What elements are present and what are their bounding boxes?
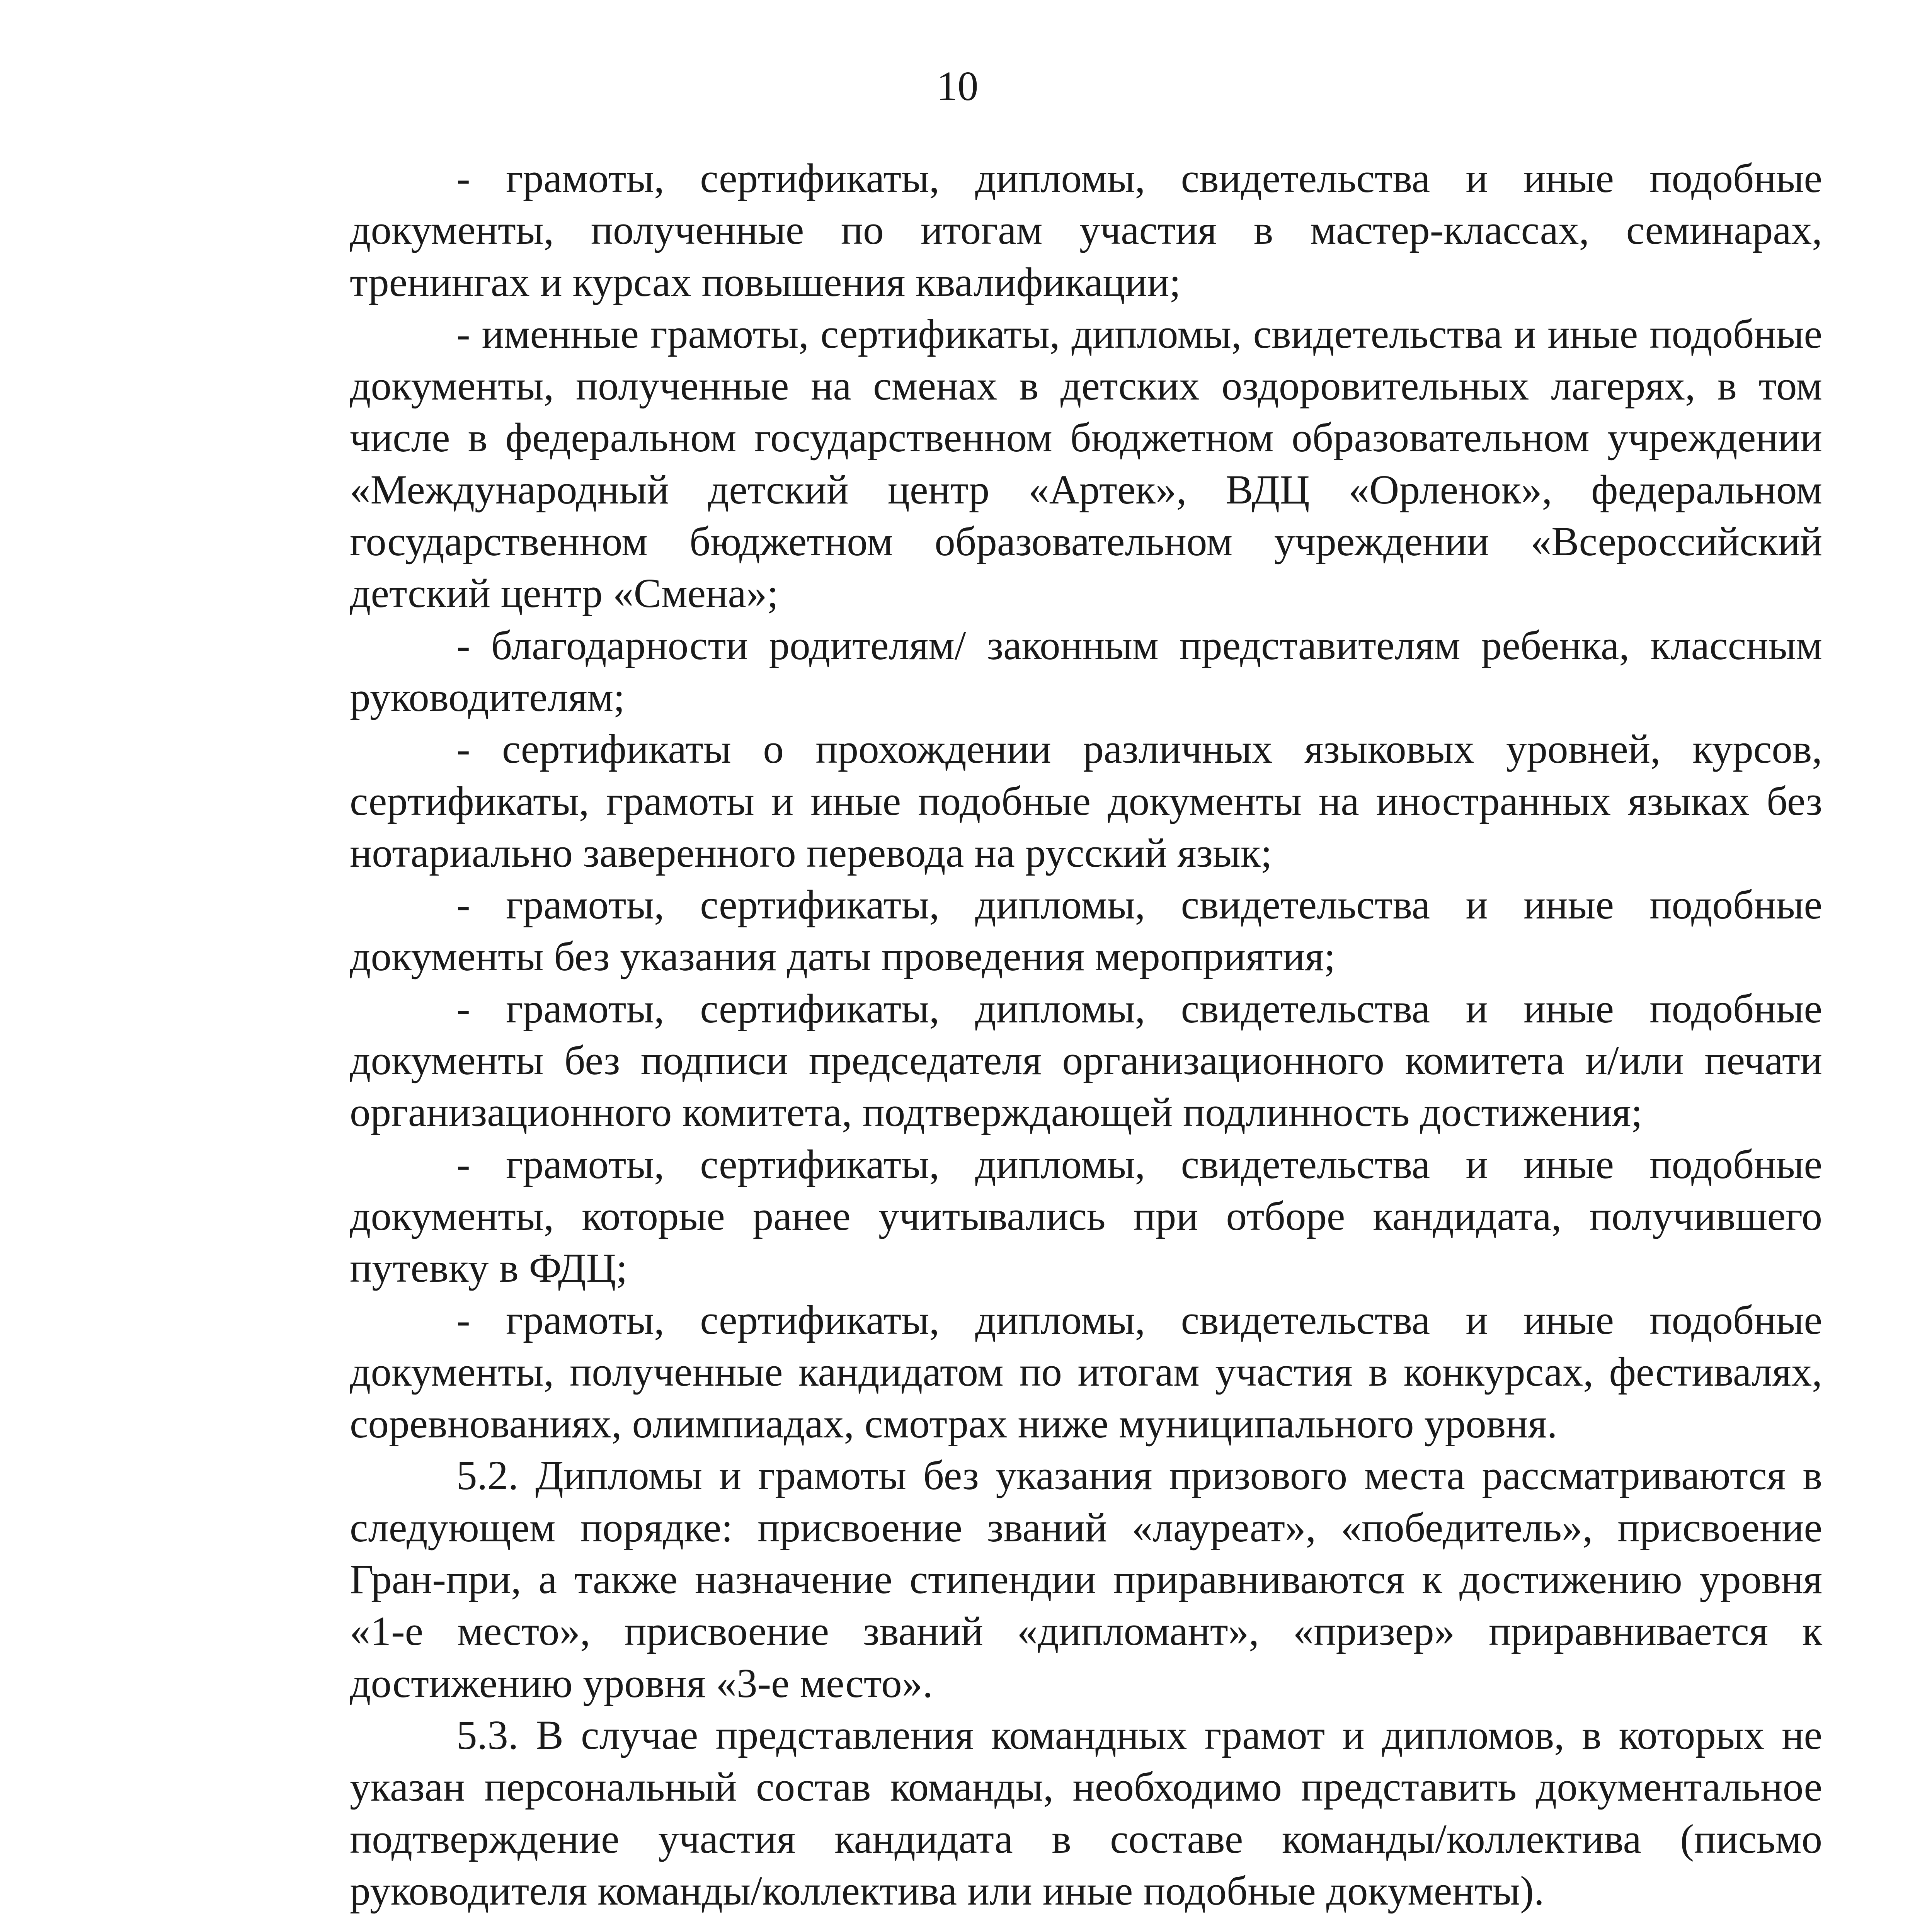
list-item: - грамоты, сертификаты, дипломы, свидетельства и иные подобные документы, которые ранее учитывались при отборе кандидата, получившего путевку в ФДЦ; bbox=[350, 1141, 1822, 1291]
list-item: - грамоты, сертификаты, дипломы, свидетельства и иные подобные документы, полученные по итогам участия в мастер-классах, семинарах, тренингах и курсах повышения квалификации; bbox=[350, 156, 1822, 305]
clause-5-3: 5.3. В случае представления командных грамот и дипломов, в которых не указан персональный состав команды, необходимо представить документальное подтверждение участия кандидата в составе команды/коллектива (письмо руководителя команды/коллектива или иные подобные документы). bbox=[350, 1712, 1822, 1914]
list-item: - грамоты, сертификаты, дипломы, свидетельства и иные подобные документы без указания даты проведения мероприятия; bbox=[350, 882, 1822, 980]
clause-5-2: 5.2. Дипломы и грамоты без указания призового места рассматриваются в следующем порядке: присвоение званий «лауреат», «победитель», присвоение Гран-при, а также назначение стипендии приравниваются к достижению уровня «1-е место», присвоение званий «дипломант», «призер» приравнивается к достижению уровня «3-е место». bbox=[350, 1453, 1822, 1706]
document-body bbox=[350, 153, 1822, 1932]
spacer bbox=[350, 1917, 1822, 1932]
list-item: - именные грамоты, сертификаты, дипломы, свидетельства и иные подобные документы, полученные на сменах в детских оздоровительных лагерях, в том числе в федеральном государственном бюджетном образовательном учреждении «Международный детский центр «Артек», ВДЦ «Орленок», федеральном государственном бюджетном образовательном учреждении «Всероссийский детский центр «Смена»; bbox=[350, 311, 1822, 617]
list-item: - грамоты, сертификаты, дипломы, свидетельства и иные подобные документы без подписи председателя организационного комитета и/или печати организационного комитета, подтверждающей подлинность достижения; bbox=[350, 986, 1822, 1136]
list-item: - благодарности родителям/ законным представителям ребенка, классным руководителям; bbox=[350, 622, 1822, 720]
list-item: - грамоты, сертификаты, дипломы, свидетельства и иные подобные документы, полученные кандидатом по итогам участия в конкурсах, фестивалях, соревнованиях, олимпиадах, смотрах ниже муниципального уровня. bbox=[350, 1297, 1822, 1447]
list-item: - сертификаты о прохождении различных языковых уровней, курсов, сертификаты, грамоты и иные подобные документы на иностранных языках без нотариально заверенного перевода на русский язык; bbox=[350, 726, 1822, 876]
page-number: 10 bbox=[936, 63, 979, 109]
